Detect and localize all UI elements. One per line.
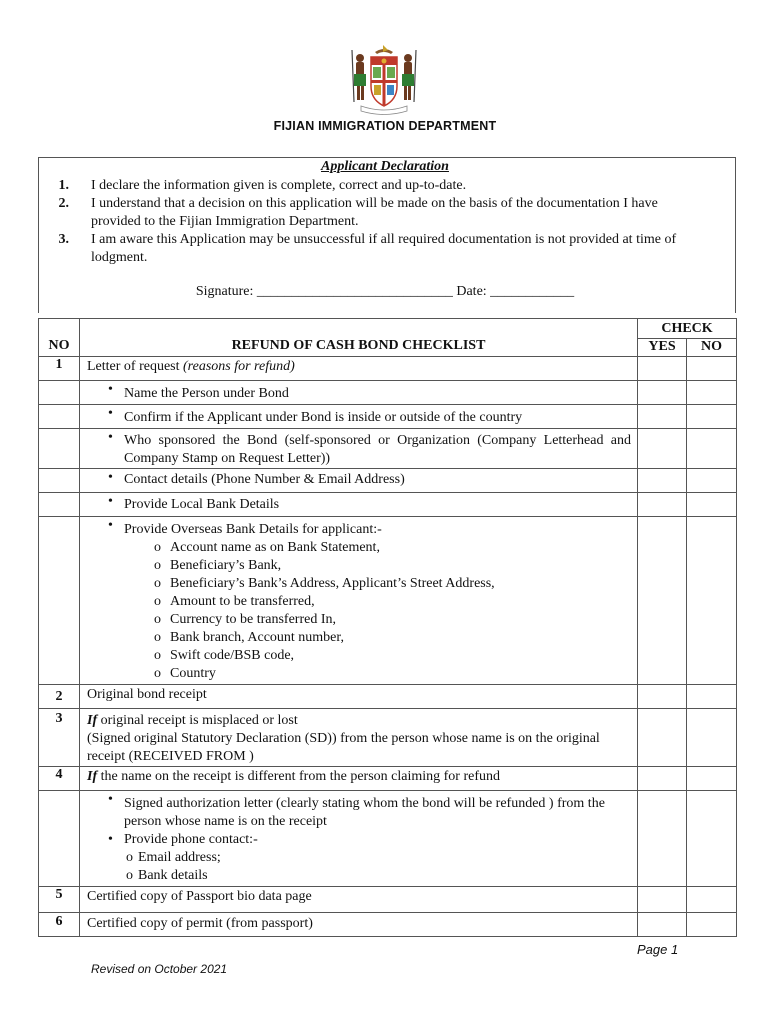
row-num: 5	[39, 887, 80, 913]
declaration-title: Applicant Declaration	[321, 159, 449, 174]
no-checkbox[interactable]	[687, 685, 737, 709]
yes-checkbox[interactable]	[638, 469, 687, 493]
table-row	[39, 887, 737, 913]
declaration-num-2: 2.	[58, 196, 69, 211]
row-text	[80, 357, 638, 381]
bullet-item: • Signed authorization letter (clearly stating whom the bond will be refunded ) from the person whose name is on the receipt	[80, 791, 637, 831]
row-text: Certified copy of permit (from passport)	[87, 916, 313, 931]
bullet-item: • Who sponsored the Bond (self-sponsored or Organization (Company Letterhead and Company Stamp on Request Letter))	[80, 429, 637, 468]
no-checkbox[interactable]	[687, 405, 737, 429]
yes-checkbox[interactable]	[638, 429, 687, 469]
page-number: Page 1	[637, 942, 679, 957]
department-name: FIJIAN IMMIGRATION DEPARTMENT	[273, 119, 497, 133]
no-checkbox[interactable]	[687, 517, 737, 685]
row-text: Original bond receipt	[87, 687, 207, 702]
col-yes-header: YES	[638, 339, 687, 357]
yes-checkbox[interactable]	[638, 887, 687, 913]
table-row	[39, 469, 737, 493]
no-checkbox[interactable]	[687, 767, 737, 791]
table-row	[39, 767, 737, 791]
table-row	[39, 405, 737, 429]
yes-checkbox[interactable]	[638, 517, 687, 685]
no-checkbox[interactable]	[687, 493, 737, 517]
yes-checkbox[interactable]	[638, 709, 687, 767]
bullet-item: • Confirm if the Applicant under Bond is inside or outside of the country	[80, 405, 637, 427]
row-num: 3	[39, 709, 80, 767]
sub-item: o Swift code/BSB code,	[80, 647, 637, 665]
yes-checkbox[interactable]	[638, 913, 687, 937]
refund-checklist-table	[38, 318, 737, 937]
sub-item: o Country	[80, 665, 637, 683]
col-no2-header: NO	[687, 339, 737, 357]
row4-text: the name on the receipt is different from the person claiming for refund	[97, 769, 501, 784]
declaration-num-1: 1.	[58, 178, 69, 193]
col-check-header: CHECK	[638, 319, 737, 339]
sub-item: o Bank branch, Account number,	[80, 629, 637, 647]
yes-checkbox[interactable]	[638, 767, 687, 791]
sub-item: o Account name as on Bank Statement,	[80, 539, 637, 557]
declaration-text-3: I am aware this Application may be unsuccessful if all required documentation is not provided at time of lodgment.	[91, 232, 677, 265]
declaration-num-3: 3.	[58, 232, 69, 247]
table-header-row	[39, 319, 737, 339]
sub-item: o Currency to be transferred In,	[80, 611, 637, 629]
row3-line2: (Signed original Statutory Declaration (SD)) from the person whose name is on the original receipt (RECEIVED FROM )	[87, 731, 600, 764]
no-checkbox[interactable]	[687, 887, 737, 913]
table-row	[39, 429, 737, 469]
sub-item: o Email address;	[80, 849, 637, 867]
revision-note: Revised on October 2021	[91, 962, 228, 976]
no-checkbox[interactable]	[687, 913, 737, 937]
table-row	[39, 381, 737, 405]
fiji-coat-of-arms-icon	[347, 44, 421, 116]
sub-item: o Beneficiary’s Bank,	[80, 557, 637, 575]
row3-text: original receipt is misplaced or lost	[97, 713, 298, 728]
signature-date-line[interactable]: Signature: ____________________________ Date: ____________	[195, 284, 575, 299]
table-row	[39, 493, 737, 517]
row-num: 6	[39, 913, 80, 937]
col-no-header: NO	[39, 319, 80, 357]
yes-checkbox[interactable]	[638, 493, 687, 517]
bullet-item: • Provide phone contact:-	[80, 831, 637, 849]
no-checkbox[interactable]	[687, 791, 737, 887]
no-checkbox[interactable]	[687, 357, 737, 381]
bullet-item: • Provide Overseas Bank Details for applicant:-	[80, 517, 637, 539]
bullet-item: • Name the Person under Bond	[80, 381, 637, 403]
row-text: Certified copy of Passport bio data page	[87, 889, 312, 904]
no-checkbox[interactable]	[687, 381, 737, 405]
yes-checkbox[interactable]	[638, 381, 687, 405]
table-row	[39, 517, 737, 685]
row-num: 2	[39, 685, 80, 709]
table-row	[39, 791, 737, 887]
table-row	[39, 709, 737, 767]
table-row	[39, 357, 737, 381]
row-num: 4	[39, 767, 80, 791]
sub-item: o Bank details	[80, 867, 637, 885]
yes-checkbox[interactable]	[638, 357, 687, 381]
sub-item: o Amount to be transferred,	[80, 593, 637, 611]
row-num: 1	[39, 357, 80, 381]
bullet-item: • Contact details (Phone Number & Email Address)	[80, 469, 637, 489]
checklist-title: REFUND OF CASH BOND CHECKLIST	[80, 319, 638, 357]
no-checkbox[interactable]	[687, 469, 737, 493]
sub-item: o Beneficiary’s Bank’s Address, Applicant’s Street Address,	[80, 575, 637, 593]
row1-text: Letter of request	[87, 359, 184, 374]
table-row	[39, 913, 737, 937]
table-row	[39, 685, 737, 709]
yes-checkbox[interactable]	[638, 685, 687, 709]
row4-if: If	[87, 769, 98, 784]
declaration-text-1: I declare the information given is complete, correct and up-to-date.	[91, 178, 467, 193]
yes-checkbox[interactable]	[638, 405, 687, 429]
no-checkbox[interactable]	[687, 709, 737, 767]
declaration-text-2: I understand that a decision on this application will be made on the basis of the documentation I have provided to the Fijian Immigration Department.	[91, 196, 658, 229]
row1-italic: (reasons for refund)	[183, 359, 295, 374]
row3-if: If	[87, 713, 98, 728]
yes-checkbox[interactable]	[638, 791, 687, 887]
no-checkbox[interactable]	[687, 429, 737, 469]
bullet-item: • Provide Local Bank Details	[80, 493, 637, 514]
